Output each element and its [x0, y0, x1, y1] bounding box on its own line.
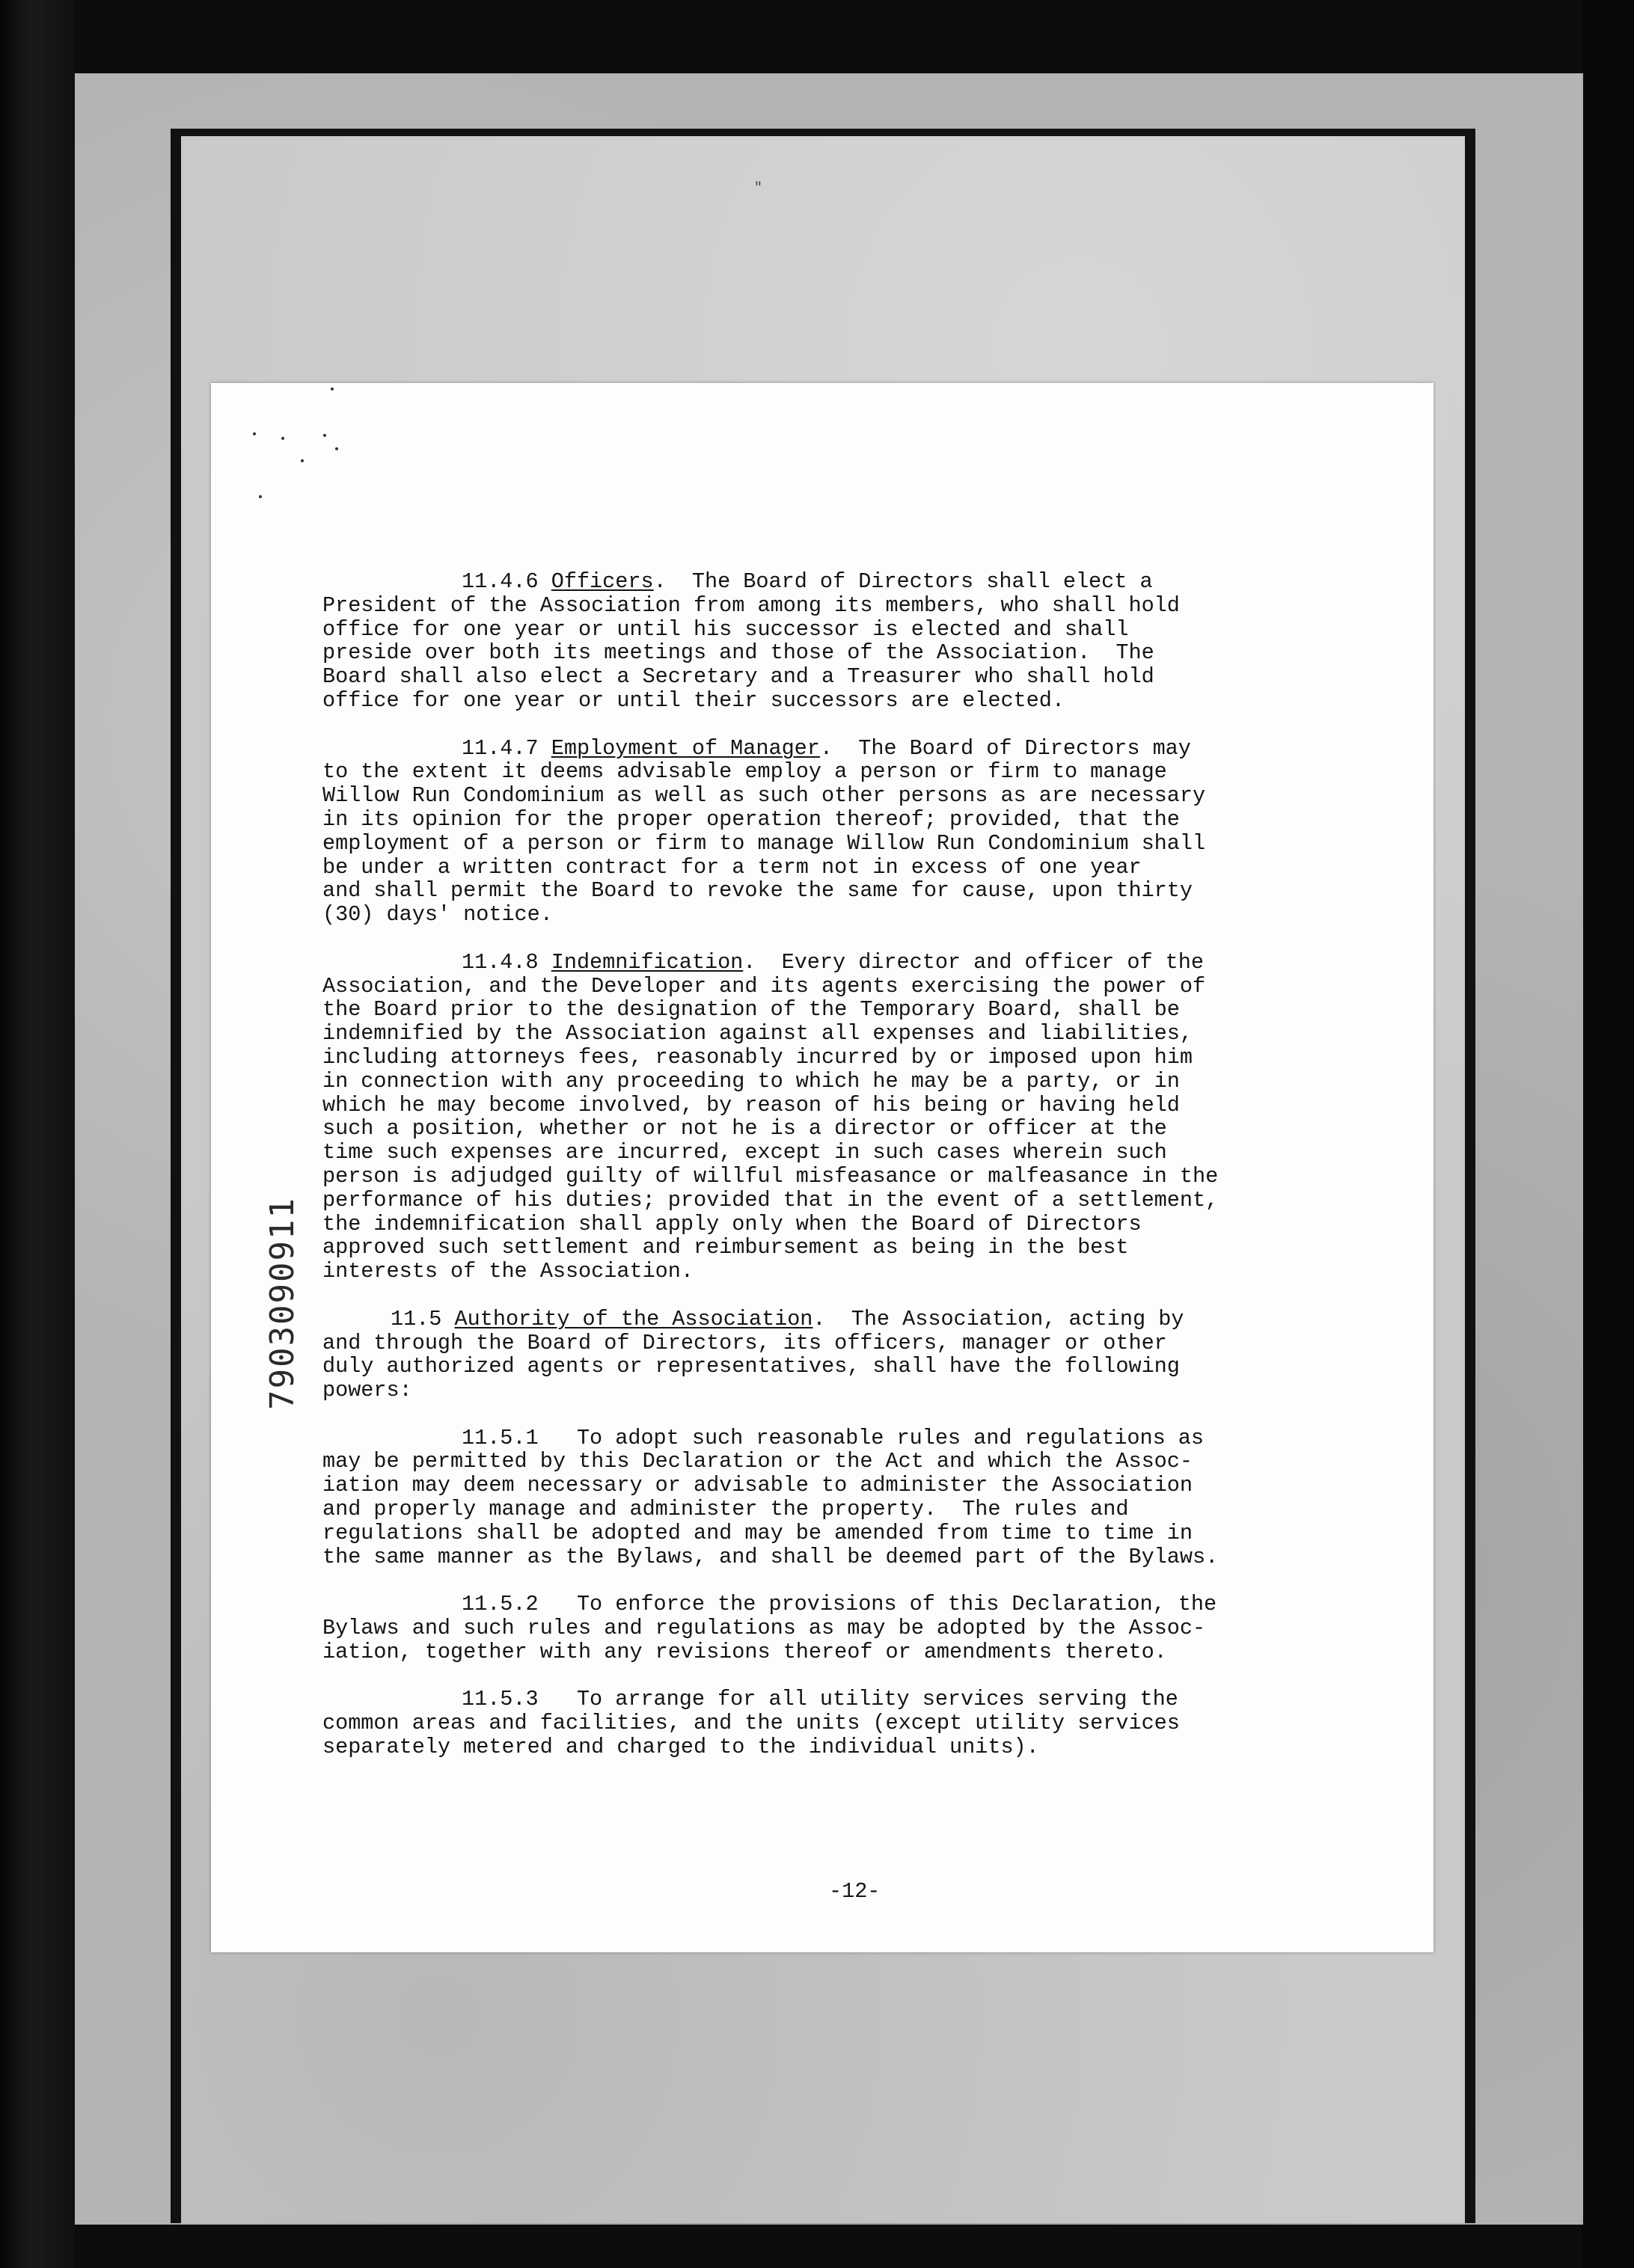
section-number: 11.5: [391, 1306, 442, 1331]
text-line: including attorneys fees, reasonably incurred by or imposed upon him: [322, 1044, 1193, 1070]
text-line: may be permitted by this Declaration or the Act and which the Assoc-: [322, 1449, 1193, 1474]
paragraph-11-4-8: [322, 951, 1422, 1284]
page-number: -12-: [829, 1879, 881, 1904]
text-line: which he may become involved, by reason of his being or having held: [322, 1092, 1180, 1118]
section-number: 11.4.6: [462, 569, 539, 594]
section-heading: Authority of the Association: [454, 1306, 813, 1331]
text-line: office for one year or until his successor is elected and shall: [322, 616, 1129, 642]
paragraph-11-4-7: [322, 737, 1422, 927]
text-line: regulations shall be adopted and may be amended from time to time in: [322, 1520, 1193, 1545]
text-line: the same manner as the Bylaws, and shall be deemed part of the Bylaws.: [322, 1544, 1219, 1569]
text-line: office for one year or until their successors are elected.: [322, 687, 1065, 713]
text-line: President of the Association from among its members, who shall hold: [322, 592, 1180, 618]
film-edge-right: [1582, 0, 1634, 2268]
document-body: [322, 570, 1422, 1783]
text-line: duly authorized agents or representatives, shall have the following: [322, 1354, 1180, 1379]
text-line: performance of his duties; provided that in the event of a settlement,: [322, 1187, 1219, 1213]
paragraph-11-5: [322, 1308, 1422, 1403]
text-line: in its opinion for the proper operation thereof; provided, that the: [322, 806, 1180, 832]
paragraph-first-line: [322, 1688, 1422, 1711]
paragraph-11-4-6: [322, 570, 1422, 713]
scan-specks: [247, 387, 359, 507]
text-line: separately metered and charged to the individual units).: [322, 1735, 1039, 1760]
text-line: iation, together with any revisions thereof or amendments thereto.: [322, 1639, 1167, 1664]
text-line: iation may deem necessary or advisable to administer the Association: [322, 1473, 1193, 1498]
text-line: (30) days' notice.: [322, 902, 553, 928]
text-line: approved such settlement and reimbursement as being in the best: [322, 1235, 1129, 1260]
text-line: person is adjudged guilty of willful misfeasance or malfeasance in the: [322, 1163, 1219, 1189]
paragraph-first-line: [322, 570, 1422, 594]
paragraph-11-5-2: [322, 1593, 1422, 1664]
text-line: To adopt such reasonable rules and regulations as: [551, 1425, 1204, 1450]
text-line: such a position, whether or not he is a director or officer at the: [322, 1116, 1167, 1141]
section-number: 11.4.7: [462, 735, 539, 761]
section-number: 11.5.3: [462, 1687, 539, 1712]
paragraph-11-5-1: [322, 1426, 1422, 1569]
text-line: in connection with any proceeding to which he may be a party, or in: [322, 1068, 1180, 1094]
text-line: common areas and facilities, and the units (except utility services: [322, 1711, 1180, 1736]
text-line: and shall permit the Board to revoke the same for cause, upon thirty: [322, 878, 1193, 904]
paragraph-first-line: [322, 1308, 1422, 1331]
paragraph-first-line: [322, 1593, 1422, 1616]
text-line: Bylaws and such rules and regulations as may be adopted by the Assoc-: [322, 1616, 1206, 1641]
film-edge-left: [0, 0, 75, 2268]
paragraph-11-5-3: [322, 1688, 1422, 1759]
text-line: be under a written contract for a term not in excess of one year: [322, 854, 1142, 880]
microfilm-serial-stamp: 7903090911: [263, 1197, 302, 1410]
text-line: powers:: [322, 1378, 412, 1403]
text-line: Board shall also elect a Secretary and a Treasurer who shall hold: [322, 664, 1154, 690]
text-line: time such expenses are incurred, except in such cases wherein such: [322, 1140, 1167, 1165]
text-line: and through the Board of Directors, its officers, manager or other: [322, 1330, 1167, 1355]
text-line: to the extent it deems advisable employ a person or firm to manage: [322, 759, 1167, 785]
paragraph-first-line: [322, 951, 1422, 975]
section-heading: Officers: [551, 569, 654, 594]
text-line: . The Board of Directors shall elect a: [653, 569, 1153, 594]
text-line: To arrange for all utility services serving the: [551, 1687, 1178, 1712]
paragraph-first-line: [322, 737, 1422, 761]
text-line: the indemnification shall apply only when the Board of Directors: [322, 1211, 1142, 1236]
text-line: . Every director and officer of the: [743, 949, 1204, 975]
section-number: 11.5.1: [462, 1425, 539, 1450]
paragraph-first-line: [322, 1426, 1422, 1450]
text-line: employment of a person or firm to manage Willow Run Condominium shall: [322, 830, 1206, 856]
frame-mark: ": [754, 181, 762, 196]
text-line: . The Board of Directors may: [819, 735, 1191, 761]
text-line: indemnified by the Association against all expenses and liabilities,: [322, 1021, 1193, 1046]
section-number: 11.4.8: [462, 949, 539, 975]
text-line: and properly manage and administer the property. The rules and: [322, 1497, 1129, 1522]
text-line: the Board prior to the designation of the Temporary Board, shall be: [322, 997, 1180, 1023]
section-heading: Employment of Manager: [551, 735, 820, 761]
text-line: Willow Run Condominium as well as such other persons as are necessary: [322, 783, 1206, 809]
text-line: . The Association, acting by: [813, 1306, 1184, 1331]
text-line: interests of the Association.: [322, 1259, 694, 1284]
text-line: preside over both its meetings and those of the Association. The: [322, 640, 1154, 666]
text-line: Association, and the Developer and its agents exercising the power of: [322, 973, 1206, 999]
text-line: To enforce the provisions of this Declaration, the: [551, 1592, 1217, 1617]
section-number: 11.5.2: [462, 1592, 539, 1617]
section-heading: Indemnification: [551, 949, 744, 975]
